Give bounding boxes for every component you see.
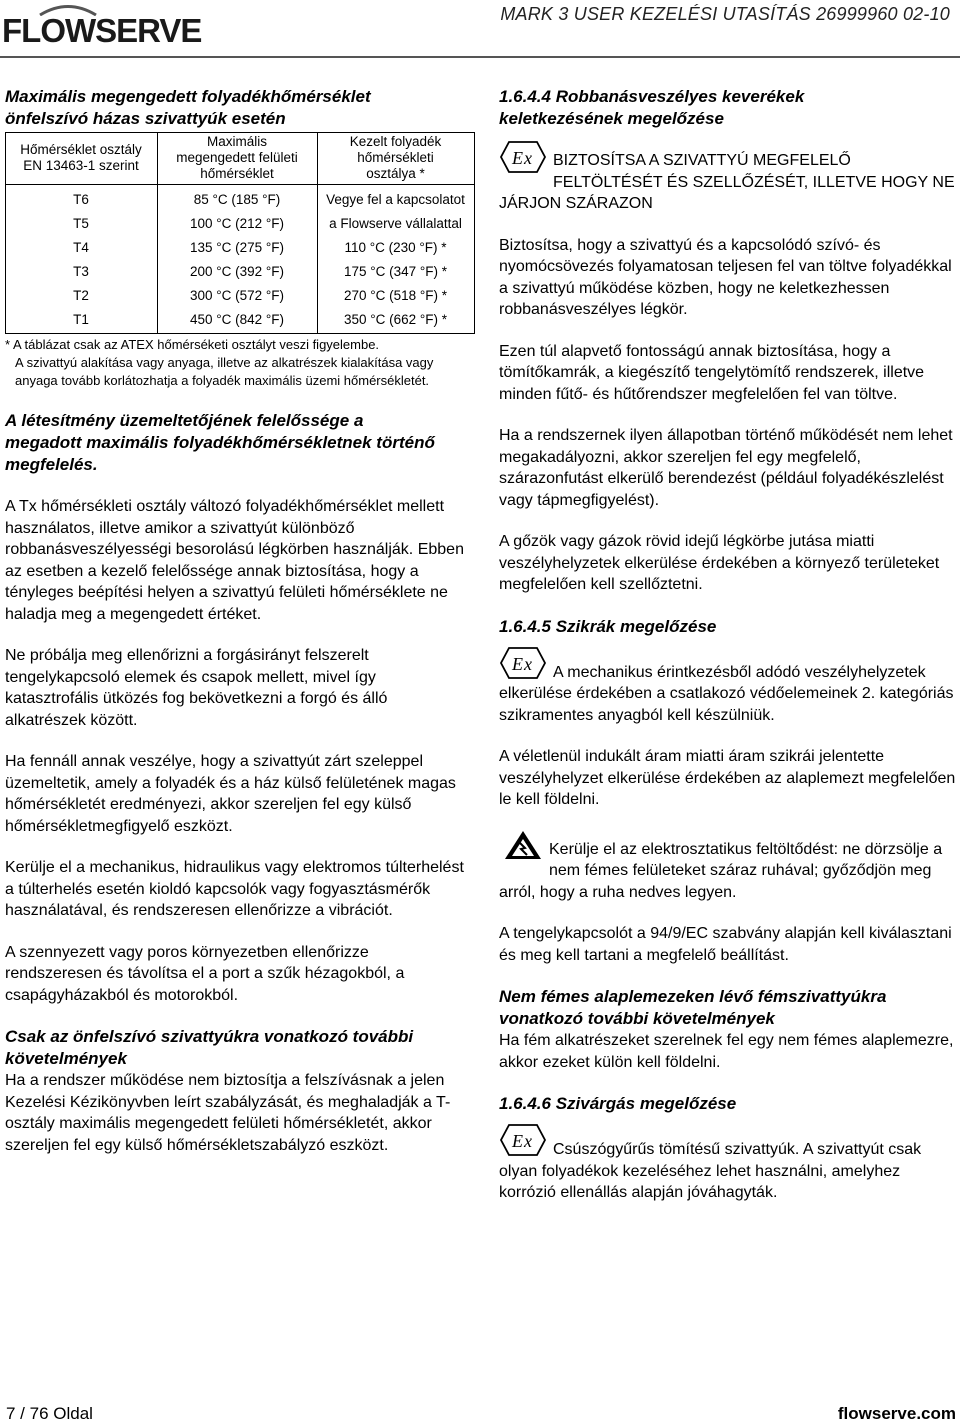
page-header: [0, 0, 960, 60]
paragraph-dry-run: Ha a rendszernek ilyen állapotban történő működését nem lehet megakadályozni, akkor szereljen fel egy megfelelő, szárazonfutást elkerülő berendezést (például folyadékészlelést vagy tápmegfigyelést).: [499, 427, 953, 509]
flowserve-logo: [2, 2, 202, 50]
header-fluid-line3: osztálya *: [366, 166, 425, 181]
header-class-line2: EN 13463-1 szerint: [23, 158, 139, 173]
footer-site[interactable]: flowserve.com: [837, 1404, 956, 1423]
svg-text:x: x: [524, 148, 532, 168]
page-number: 7 / 76 Oldal: [6, 1404, 93, 1423]
electrostatic-block: [499, 829, 959, 904]
header-fluid-class: [317, 134, 474, 182]
paragraph-mechanical-seal: Csúszógyűrűs tömítésű szivattyúk. A szivattyút csak olyan folyadékok kezeléséhez lehet használni, amelyhez korrózió ellenállás alapján jóváhagyták.: [499, 1141, 922, 1201]
leakage-block: [499, 1123, 959, 1204]
table-cell: 85 °C (185 °F): [193, 192, 281, 207]
ex-hexagon-icon: [499, 140, 547, 174]
table-cell: 450 °C (842 °F): [189, 312, 285, 327]
table-cell: 300 °C (572 °F): [189, 288, 285, 303]
table-cell: Vegye fel a kapcsolatot: [326, 192, 465, 207]
table-title: Maximális megengedett folyadékhőmérséklet önfelszívó házas szivattyúk esetén: [5, 87, 371, 128]
paragraph-electrostatic: Kerülje el az elektrosztatikus feltöltődést: ne dörzsölje a nem fémes felületeket száraz ruhával; győződjön meg arról, hogy a ruha nedves legyen.: [499, 840, 943, 901]
table-note-atex: * A táblázat csak az ATEX hőmérséketi osztályt veszi figyelembe.: [5, 337, 380, 352]
svg-text:x: x: [524, 653, 532, 674]
paragraph-seal-chambers: Ezen túl alapvető fontosságú annak biztosítása, hogy a tömítőkamrák, a kiegészítő tengelytömítő rendszerek, illetve minden fűtő- és hűtőrendszer megfelelően fel van töltve.: [499, 342, 925, 403]
paragraph-coupling: A tengelykapcsolót a 94/9/EC szabvány alapján kell kiválasztani és meg kell tartani a megfelelő beállítást.: [499, 925, 952, 964]
class-column: [5, 188, 157, 332]
paragraph-closed-valve: Ha fennáll annak veszélye, hogy a szivattyút zárt szeleppel üzemeltetik, amely a folyadék és a ház külső felületének magas hőmérsékletét eredményezi, akkor szereljen fel egy külső hőmérsékletmegfigyelő eszközt.: [5, 753, 456, 835]
table-cell: 100 °C (212 °F): [189, 216, 285, 231]
fluid-class-column: [317, 188, 474, 332]
nonmetal-baseplate-body: Ha fém alkatrészeket szerelnek fel egy nem fémes alaplemezre, akkor ezeket külön kell földelni.: [499, 1032, 954, 1071]
table-cell: 175 °C (347 °F) *: [343, 264, 448, 279]
nonmetal-baseplate-heading: Nem fémes alaplemezeken lévő fémszivattyúkra vonatkozó további követelmények: [499, 987, 887, 1028]
paragraph-overload: Kerülje el a mechanikus, hidraulikus vagy elektromos túlterhelést a túlterhelés esetén kioldó kapcsolók vagy fogyasztásmérők használatával, és rendszeresen ellenőrizze a vibrációt.: [5, 859, 464, 919]
table-cell: 200 °C (392 °F): [189, 264, 285, 279]
paragraph-rotation: Ne próbálja meg ellenőrizni a forgásirányt felszerelt tengelykapcsoló elemek és csapok mellett, mivel így katasztrofális ütközés fog bekövetkezni a forgó és álló alkatrészek között.: [5, 647, 388, 729]
temperature-table: [5, 132, 475, 342]
warning-block: [499, 140, 959, 215]
ex-hexagon-icon: [499, 646, 547, 680]
left-column: [5, 86, 467, 1156]
selfprime-body: Ha a rendszer működése nem biztosítja a felszívásnak a jelen Kezelési Kézikönyvben leírt szabályzását, és meghaladják a T-osztály maximális megengedett felületi hőmérsékletét, akkor szereljen fel egy külső hőmérsékletszabályzó eszközt.: [5, 1072, 451, 1154]
paragraph-ventilation: A gőzök vagy gázok rövid idejű légkörbe jutása miatti veszélyhelyzetek elkerülése érdekében a környező területeket megfelelően kell szellőztetni.: [499, 533, 940, 593]
responsibility-heading: A létesítmény üzemeltetőjének felelőssége a megadott maximális folyadékhőmérsékletnek történő megfelelés.: [5, 411, 435, 474]
header-class: [5, 142, 157, 174]
table-cell: T3: [73, 264, 89, 279]
warning-text: BIZTOSÍTSA A SZIVATTYÚ MEGFELELŐ FELTÖLTÉSÉT ÉS SZELLŐZÉSÉT, ILLETVE HOGY NE JÁRJON SZÁRAZON: [499, 152, 955, 212]
spark-block: [499, 646, 959, 727]
right-column: [499, 86, 959, 1204]
svg-text:E: E: [512, 653, 523, 674]
paragraph-tx-class: A Tx hőmérsékleti osztály változó folyadékhőmérséklet mellett használatos, illetve amikor a szivattyút különböző robbanásveszélyességi besorolású légkörben használják. Ebben az esetben a kezelő felelőssége annak biztosítása, hogy a tényleges beépítési helyen a szivattyú felületi hőmérséklete ne haladja meg a megengedett értéket.: [5, 498, 464, 623]
table-cell: T5: [73, 216, 89, 231]
header-fluid-line1: Kezelt folyadék: [349, 134, 442, 149]
header-divider: [0, 56, 960, 58]
header-max-temp: [157, 134, 317, 182]
max-temp-column: [157, 188, 317, 332]
table-cell: 110 °C (230 °F) *: [344, 240, 447, 255]
table-note-material: A szivattyú alakítása vagy anyaga, illetve az alkatrészek kialakítása vagy anyaga tovább korlátozhatja a folyadék maximális üzemi hőmérsékletét.: [15, 355, 434, 388]
header-max-line3: hőmérséklet: [200, 166, 274, 181]
header-class-line1: Hőmérséklet osztály: [20, 142, 142, 157]
svg-text:E: E: [512, 1131, 523, 1151]
svg-text:x: x: [524, 1131, 532, 1151]
section-1646-title: 1.6.4.6 Szivárgás megelőzése: [499, 1094, 737, 1113]
section-1645-title: 1.6.4.5 Szikrák megelőzése: [499, 616, 717, 636]
svg-text:E: E: [512, 148, 523, 168]
table-cell: a Flowserve vállalattal: [329, 216, 462, 231]
selfprime-heading: Csak az önfelszívó szivattyúkra vonatkozó további követelmények: [5, 1027, 414, 1068]
table-cell: T4: [73, 240, 89, 255]
section-1644-title: 1.6.4.4 Robbanásveszélyes keverékek keletkezésének megelőzése: [499, 87, 805, 128]
table-cell: T1: [73, 312, 89, 327]
paragraph-dust: A szennyezett vagy poros környezetben ellenőrizze rendszeresen és távolítsa el a port a szűk hézagokból, a csapágyházakból és motorokból.: [5, 943, 405, 1004]
table-cell: 350 °C (662 °F) *: [343, 312, 448, 327]
table-cell: T6: [73, 192, 89, 207]
header-max-line1: Maximális: [206, 134, 267, 149]
document-title: MARK 3 USER KEZELÉSI UTASÍTÁS 26999960 02-10: [500, 4, 950, 24]
paragraph-filling: Biztosítsa, hogy a szivattyú és a kapcsolódó szívó- és nyomócsövezés folyamatosan teljesen fel van töltve folyadékkal a szivattyú működése közben, hogy ne keletkezhessen robbanásveszélyes légkör.: [499, 236, 952, 318]
table-cell: T2: [73, 288, 89, 303]
logo-text: FLOWSERVE: [2, 12, 202, 49]
header-max-line2: megengedett felületi: [176, 150, 298, 165]
table-cell: 270 °C (518 °F) *: [343, 288, 448, 303]
paragraph-grounding: A véletlenül indukált áram miatti áram szikrái jelentette veszélyhelyzet elkerülése érdekében az alaplemezt megfelelően le kell földelni.: [499, 748, 956, 808]
paragraph-mechanical-contact: A mechanikus érintkezésből adódó veszélyhelyzetek elkerülése érdekében a csatlakozó védőelemeinek 2. kategóriás szikramentes anyagból kell készülniük.: [499, 663, 954, 724]
ex-hexagon-icon: [499, 1123, 547, 1157]
electrostatic-warning-icon: [503, 829, 543, 861]
header-fluid-line2: hőmérsékleti: [357, 150, 434, 165]
table-cell: 135 °C (275 °F): [189, 240, 285, 255]
